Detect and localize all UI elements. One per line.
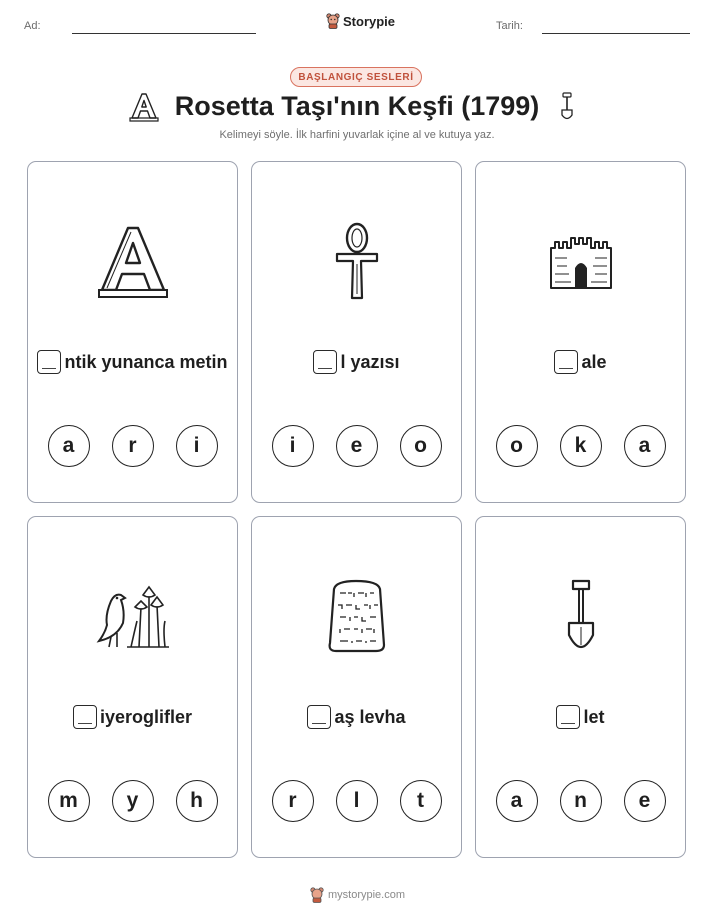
word-card xyxy=(475,161,686,503)
bear-icon xyxy=(310,887,324,903)
letter-choice[interactable]: i xyxy=(176,425,218,467)
letter-choice[interactable]: l xyxy=(336,780,378,822)
name-field[interactable] xyxy=(72,33,256,34)
letter-choice[interactable]: r xyxy=(272,780,314,822)
ankh-icon xyxy=(335,222,379,302)
answer-box[interactable] xyxy=(307,705,331,729)
word-prompt xyxy=(28,350,237,374)
letter-choice[interactable]: y xyxy=(112,780,154,822)
page-title: Rosetta Taşı'nın Keşfi (1799) xyxy=(174,91,540,121)
letter-choice[interactable]: o xyxy=(400,425,442,467)
word-prompt xyxy=(476,705,685,729)
letter-choice[interactable]: e xyxy=(336,425,378,467)
letter-choice[interactable]: n xyxy=(560,780,602,822)
word-prompt xyxy=(28,705,237,729)
answer-box[interactable] xyxy=(73,705,97,729)
bear-icon xyxy=(326,13,340,29)
letter-choices xyxy=(476,425,685,467)
word-rest: ale xyxy=(581,351,607,372)
word-card xyxy=(251,161,462,503)
footer-url: mystorypie.com xyxy=(328,889,406,901)
letter-choice[interactable]: k xyxy=(560,425,602,467)
letter-choices xyxy=(28,425,237,467)
name-label: Ad: xyxy=(24,20,41,32)
word-card xyxy=(27,516,238,858)
answer-box[interactable] xyxy=(554,350,578,374)
letter-choices xyxy=(252,425,461,467)
letter-choice[interactable]: e xyxy=(624,780,666,822)
word-rest: l yazısı xyxy=(340,351,400,372)
letter-choice[interactable]: h xyxy=(176,780,218,822)
answer-box[interactable] xyxy=(556,705,580,729)
letter-choice[interactable]: r xyxy=(112,425,154,467)
date-field[interactable] xyxy=(542,33,690,34)
word-card xyxy=(27,161,238,503)
section-badge: BAŞLANGIÇ SESLERİ xyxy=(290,67,422,87)
word-prompt xyxy=(252,350,461,374)
brand-logo xyxy=(326,13,395,29)
word-rest: aş levha xyxy=(334,706,406,727)
word-card xyxy=(251,516,462,858)
letter-choice[interactable]: m xyxy=(48,780,90,822)
answer-box[interactable] xyxy=(37,350,61,374)
letter-choices xyxy=(476,780,685,822)
word-prompt xyxy=(476,350,685,374)
shovel-icon xyxy=(565,579,597,655)
date-label: Tarih: xyxy=(496,20,523,32)
letter-a-icon xyxy=(96,224,170,300)
castle-icon xyxy=(547,234,615,290)
footer xyxy=(310,887,405,903)
letter-choice[interactable]: o xyxy=(496,425,538,467)
letter-choices xyxy=(252,780,461,822)
word-card xyxy=(475,516,686,858)
answer-box[interactable] xyxy=(313,350,337,374)
stone-tablet-icon xyxy=(326,579,388,653)
word-prompt xyxy=(252,705,461,729)
shovel-icon xyxy=(560,92,574,122)
instructions: Kelimeyi söyle. İlk harfini yuvarlak içine al ve kutuya yaz. xyxy=(219,129,495,141)
letter-choice[interactable]: a xyxy=(624,425,666,467)
brand-name: Storypie xyxy=(343,13,396,29)
word-rest: ntik yunanca metin xyxy=(64,351,228,372)
bird-papyrus-icon xyxy=(95,581,171,651)
letter-choice[interactable]: t xyxy=(400,780,442,822)
word-rest: let xyxy=(583,706,605,727)
letter-choice[interactable]: i xyxy=(272,425,314,467)
letter-choice[interactable]: a xyxy=(48,425,90,467)
letter-choices xyxy=(28,780,237,822)
letter-choice[interactable]: a xyxy=(496,780,538,822)
word-rest: iyeroglifler xyxy=(99,706,193,727)
